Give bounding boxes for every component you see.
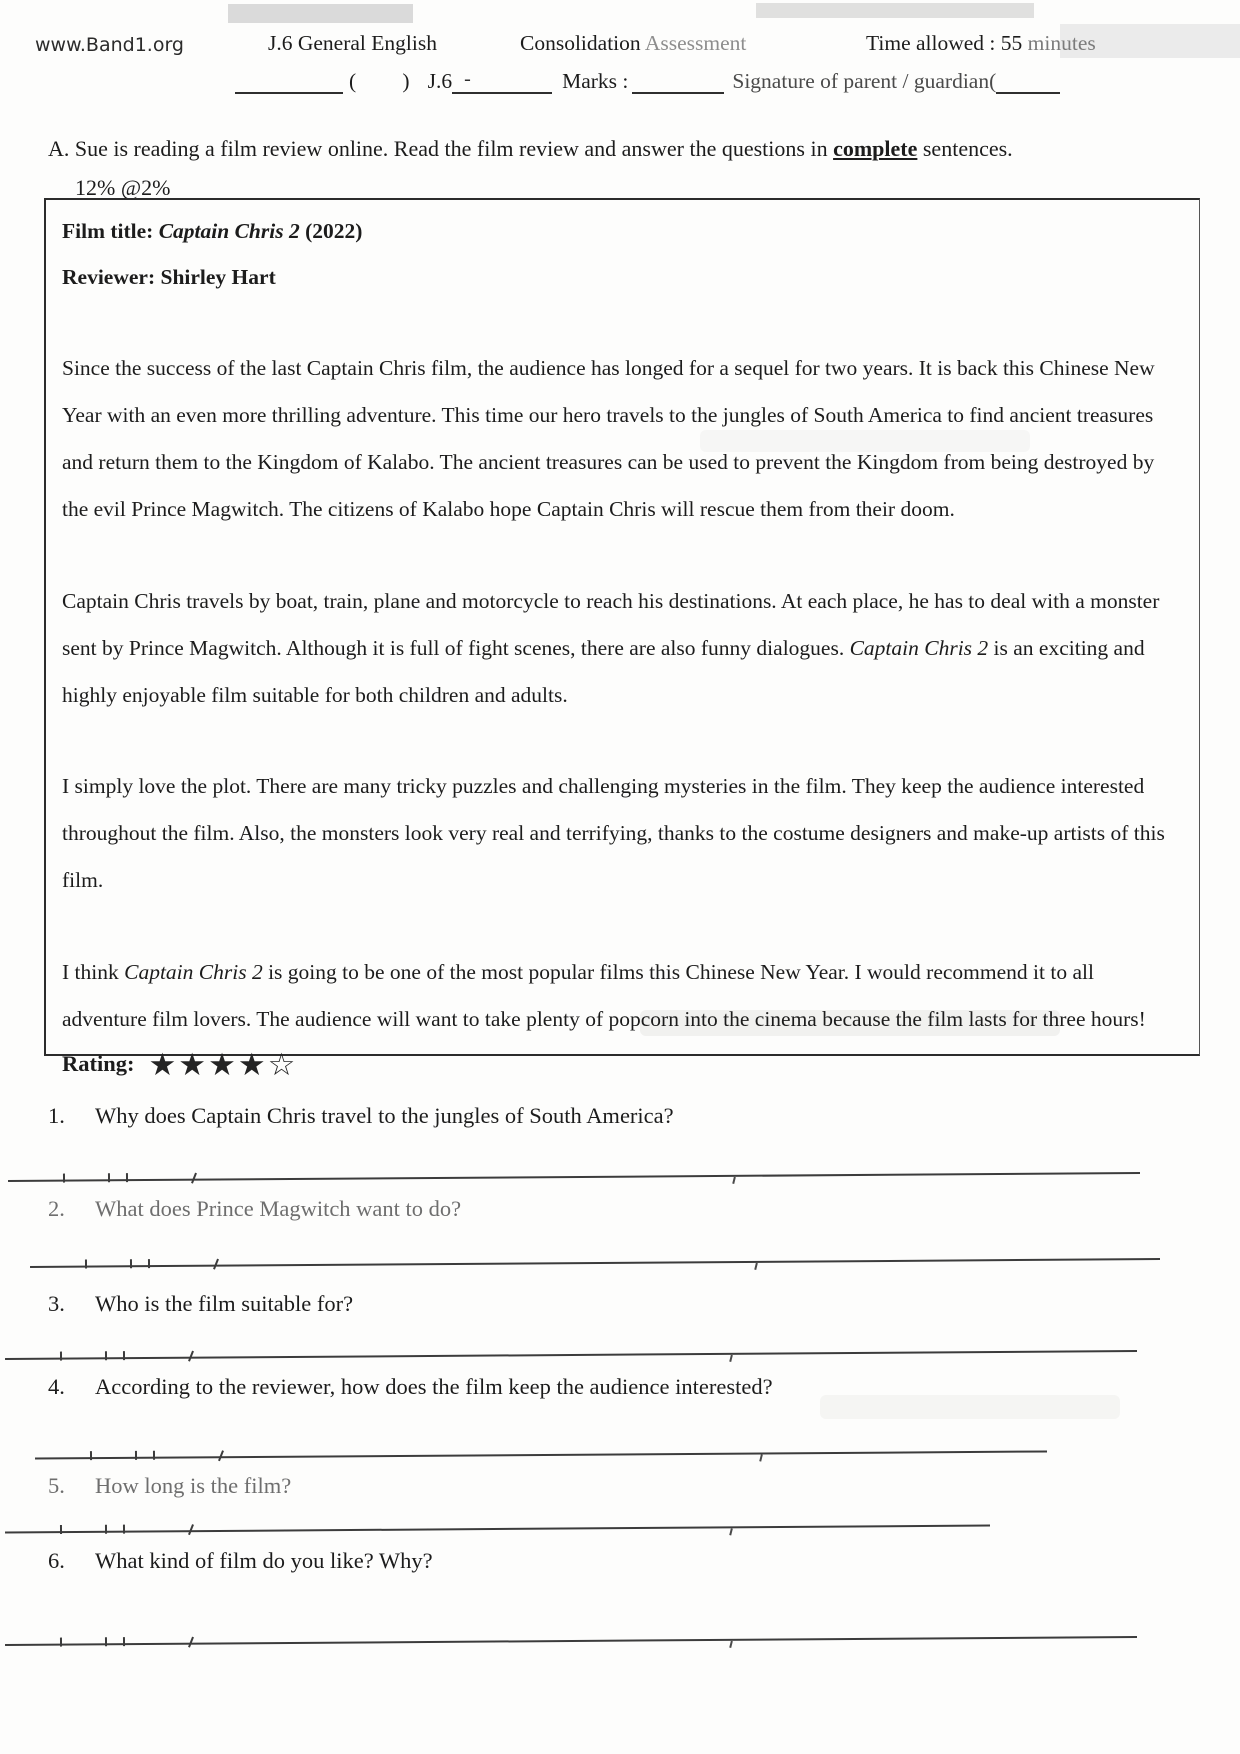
marks-note: 12% @2% (75, 175, 171, 200)
rating-label: Rating: (62, 1051, 135, 1077)
time-allowed (866, 31, 1096, 56)
scan-tick (60, 1638, 62, 1647)
scan-tick (130, 1259, 132, 1268)
scan-artifact (228, 4, 413, 23)
scan-tick (105, 1525, 107, 1534)
reviewer-line (62, 254, 1177, 300)
review-paragraph-4-title: Captain Chris 2 (124, 960, 263, 985)
signature-blank[interactable] (996, 68, 1060, 94)
scan-tick (754, 1263, 758, 1270)
scan-tick (90, 1451, 92, 1460)
class-parens: ( ) (349, 69, 412, 93)
student-info-row (235, 68, 1225, 94)
scan-tick (148, 1259, 150, 1268)
review-paragraph-1: Since the success of the last Captain Chris film, the audience has longed for a sequel for two years. It is back this Chinese New Year with an even more thrilling adventure. This time our hero travels to the jungles of South America to find ancient treasures and return them to the Kingdom of Kalabo. The ancient treasures can be used to prevent the Kingdom from being destroyed by the evil Prince Magwitch. The citizens of Kalabo hope Captain Chris will rescue them from their doom. (62, 356, 1155, 522)
answer-rule (5, 1350, 1137, 1360)
instruction-prefix: A. Sue is reading a film review online. Read the film review and answer the questions in (48, 136, 834, 161)
rating-row (62, 1046, 1177, 1082)
scan-tick (135, 1451, 137, 1460)
question-1 (48, 1103, 1188, 1129)
question-6 (48, 1548, 1188, 1574)
scan-tick (153, 1451, 155, 1460)
assessment-title-part1: Consolidation (520, 31, 641, 55)
student-name-blank[interactable] (235, 68, 343, 94)
answer-line-2[interactable] (30, 1252, 1160, 1272)
scan-tick (729, 1641, 733, 1648)
question-5-text: How long is the film? (95, 1473, 292, 1498)
question-6-number: 6. (48, 1548, 65, 1573)
answer-line-5[interactable] (5, 1519, 990, 1538)
marks-label: Marks : (562, 69, 629, 93)
marks-blank[interactable] (632, 68, 724, 94)
film-year: (2022) (305, 219, 363, 243)
instruction-emphasis: complete (833, 136, 918, 161)
scan-tick (60, 1525, 62, 1534)
instruction-suffix: sentences. (917, 136, 1013, 161)
answer-rule (30, 1258, 1160, 1268)
answer-line-4[interactable] (35, 1444, 1047, 1463)
film-title: Captain Chris 2 (158, 219, 300, 243)
scan-tick (105, 1351, 107, 1360)
review-paragraph-2 (62, 578, 1177, 719)
answer-line-6[interactable] (5, 1630, 1137, 1650)
course-title: J.6 General English (268, 31, 437, 55)
question-2 (48, 1196, 1188, 1222)
question-4 (48, 1374, 1188, 1400)
scan-tick (729, 1528, 733, 1535)
question-5-number: 5. (48, 1473, 65, 1498)
question-4-text: According to the reviewer, how does the film keep the audience interested? (95, 1374, 773, 1399)
answer-rule (8, 1172, 1140, 1182)
question-3 (48, 1291, 1188, 1317)
film-title-line (62, 208, 1177, 254)
answer-rule (5, 1636, 1137, 1646)
question-5 (48, 1473, 1188, 1499)
review-paragraph-3: I simply love the plot. There are many tricky puzzles and challenging mysteries in the film. They keep the audience interested throughout the film. Also, the monsters look very real and terrifying, thanks to the costume designers and make-up artists of this film. (62, 774, 1165, 893)
rating-stars-filled: ★★★★ (148, 1046, 268, 1082)
scan-tick (105, 1637, 107, 1646)
class-number-blank[interactable]: - (452, 68, 552, 94)
class-label: J.6 (427, 69, 453, 93)
rating-star-empty: ☆ (267, 1046, 298, 1082)
scan-tick (759, 1454, 763, 1461)
site-url: www.Band1.org (35, 34, 184, 56)
question-1-text: Why does Captain Chris travel to the jungles of South America? (95, 1103, 674, 1128)
scan-tick (63, 1174, 65, 1183)
review-paragraph-4b: is going to be one of the most popular films this Chinese New Year. I would recommend it to all adventure film lovers. The audience will want to take plenty of popcorn into the cinema because the film lasts for three hours! (62, 960, 1146, 1031)
section-a-instruction (48, 136, 1208, 162)
scan-tick (123, 1637, 125, 1646)
answer-line-3[interactable] (5, 1344, 1137, 1364)
question-2-text: What does Prince Magwitch want to do? (95, 1196, 462, 1221)
review-paragraph-4 (62, 949, 1177, 1043)
time-allowed-minutes: minutes (1027, 31, 1096, 55)
signature-label: Signature of parent / guardian( (732, 69, 997, 93)
reviewer-label: Reviewer: (62, 265, 156, 290)
scan-tick (123, 1351, 125, 1360)
answer-rule (35, 1450, 1047, 1459)
scan-artifact (756, 3, 1034, 18)
film-title-label: Film title: (62, 219, 154, 243)
assessment-title (520, 31, 746, 56)
question-3-number: 3. (48, 1291, 65, 1316)
scan-tick (60, 1352, 62, 1361)
time-allowed-text: Time allowed : 55 (866, 31, 1023, 55)
review-paragraph-2a: Captain Chris travels by boat, train, plane and motorcycle to reach his destinations. At each place, he has to deal with a monster sent by Prince Magwitch. Although it is full of fight scenes, there are also funny dialogues. (62, 588, 1160, 660)
scan-tick (126, 1173, 128, 1182)
scan-tick (85, 1260, 87, 1269)
question-4-number: 4. (48, 1374, 65, 1399)
question-6-text: What kind of film do you like? Why? (95, 1548, 433, 1573)
scan-tick (108, 1173, 110, 1182)
answer-rule (5, 1525, 990, 1534)
question-1-number: 1. (48, 1103, 65, 1128)
scan-tick (123, 1525, 125, 1534)
question-3-text: Who is the film suitable for? (95, 1291, 354, 1316)
film-review-box (44, 198, 1200, 1082)
review-paragraph-4a: I think (62, 960, 125, 985)
review-paragraph-2b: is an exciting and highly enjoyable film suitable for both children and adults. (62, 635, 1145, 707)
assessment-title-part2: Assessment (644, 31, 747, 55)
rating-stars-icon (148, 1046, 298, 1082)
review-paragraph-2-title: Captain Chris 2 (849, 635, 989, 660)
scan-tick (729, 1355, 733, 1362)
reviewer-name: Shirley Hart (160, 265, 276, 290)
scan-tick (732, 1177, 736, 1184)
question-2-number: 2. (48, 1196, 65, 1221)
answer-line-1[interactable] (8, 1166, 1140, 1186)
